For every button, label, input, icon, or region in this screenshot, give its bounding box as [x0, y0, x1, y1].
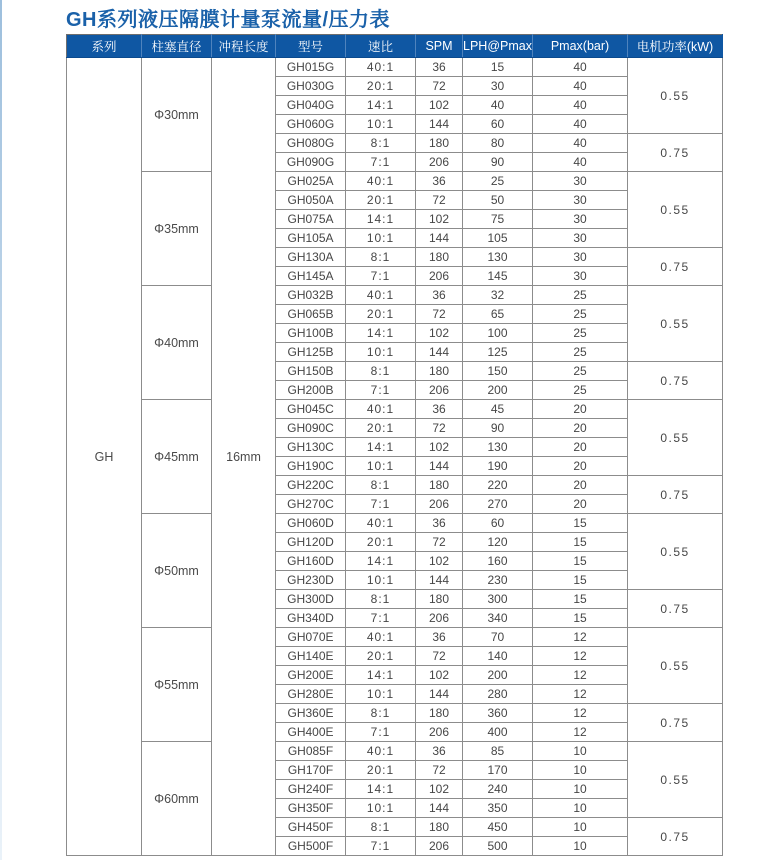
column-header: 速比: [346, 35, 416, 58]
cell-model: GH060D: [276, 514, 346, 533]
cell-ratio: 40:1: [346, 58, 416, 77]
cell-model: GH032B: [276, 286, 346, 305]
cell-spm: 36: [416, 286, 463, 305]
cell-ratio: 7:1: [346, 381, 416, 400]
cell-power: 0.55: [628, 742, 723, 818]
cell-lph: 70: [463, 628, 533, 647]
cell-lph: 450: [463, 818, 533, 837]
cell-ratio: 40:1: [346, 628, 416, 647]
cell-ratio: 8:1: [346, 476, 416, 495]
cell-ratio: 20:1: [346, 419, 416, 438]
cell-spm: 102: [416, 438, 463, 457]
cell-ratio: 7:1: [346, 723, 416, 742]
cell-spm: 102: [416, 780, 463, 799]
cell-pmax: 20: [533, 457, 628, 476]
cell-pmax: 25: [533, 381, 628, 400]
cell-model: GH350F: [276, 799, 346, 818]
cell-ratio: 40:1: [346, 172, 416, 191]
cell-model: GH140E: [276, 647, 346, 666]
cell-pmax: 30: [533, 229, 628, 248]
cell-model: GH090C: [276, 419, 346, 438]
cell-model: GH450F: [276, 818, 346, 837]
cell-spm: 36: [416, 514, 463, 533]
cell-spm: 144: [416, 571, 463, 590]
cell-spm: 36: [416, 58, 463, 77]
cell-lph: 85: [463, 742, 533, 761]
cell-lph: 220: [463, 476, 533, 495]
cell-lph: 145: [463, 267, 533, 286]
cell-power: 0.75: [628, 362, 723, 400]
cell-spm: 72: [416, 761, 463, 780]
cell-ratio: 20:1: [346, 533, 416, 552]
cell-ratio: 14:1: [346, 96, 416, 115]
cell-ratio: 40:1: [346, 742, 416, 761]
cell-pmax: 30: [533, 210, 628, 229]
table-header-row: [67, 35, 723, 58]
cell-lph: 300: [463, 590, 533, 609]
cell-power: 0.55: [628, 286, 723, 362]
cell-ratio: 8:1: [346, 818, 416, 837]
cell-spm: 72: [416, 305, 463, 324]
cell-pmax: 12: [533, 647, 628, 666]
cell-spm: 180: [416, 248, 463, 267]
cell-ratio: 20:1: [346, 305, 416, 324]
cell-pmax: 40: [533, 115, 628, 134]
cell-model: GH060G: [276, 115, 346, 134]
cell-pmax: 10: [533, 818, 628, 837]
cell-pmax: 20: [533, 476, 628, 495]
cell-pmax: 25: [533, 324, 628, 343]
cell-spm: 180: [416, 818, 463, 837]
cell-pmax: 20: [533, 400, 628, 419]
cell-ratio: 14:1: [346, 552, 416, 571]
cell-ratio: 20:1: [346, 191, 416, 210]
cell-ratio: 40:1: [346, 286, 416, 305]
cell-model: GH360E: [276, 704, 346, 723]
cell-ratio: 40:1: [346, 400, 416, 419]
cell-spm: 144: [416, 343, 463, 362]
cell-pmax: 40: [533, 153, 628, 172]
cell-spm: 72: [416, 533, 463, 552]
table-row: [67, 742, 723, 761]
cell-lph: 30: [463, 77, 533, 96]
cell-lph: 240: [463, 780, 533, 799]
cell-model: GH090G: [276, 153, 346, 172]
cell-model: GH045C: [276, 400, 346, 419]
cell-model: GH160D: [276, 552, 346, 571]
cell-pmax: 20: [533, 419, 628, 438]
cell-model: GH150B: [276, 362, 346, 381]
column-header: LPH@Pmax: [463, 35, 533, 58]
cell-model: GH130C: [276, 438, 346, 457]
cell-pmax: 12: [533, 723, 628, 742]
cell-lph: 25: [463, 172, 533, 191]
cell-model: GH040G: [276, 96, 346, 115]
cell-model: GH070E: [276, 628, 346, 647]
cell-spm: 36: [416, 742, 463, 761]
cell-ratio: 20:1: [346, 77, 416, 96]
cell-pmax: 40: [533, 58, 628, 77]
cell-pmax: 15: [533, 514, 628, 533]
cell-lph: 340: [463, 609, 533, 628]
cell-spm: 180: [416, 704, 463, 723]
cell-model: GH075A: [276, 210, 346, 229]
cell-pmax: 20: [533, 438, 628, 457]
cell-pmax: 20: [533, 495, 628, 514]
cell-pmax: 12: [533, 685, 628, 704]
cell-ratio: 7:1: [346, 609, 416, 628]
cell-lph: 15: [463, 58, 533, 77]
cell-pmax: 10: [533, 742, 628, 761]
cell-spm: 36: [416, 400, 463, 419]
cell-lph: 120: [463, 533, 533, 552]
cell-model: GH340D: [276, 609, 346, 628]
cell-ratio: 14:1: [346, 210, 416, 229]
cell-spm: 206: [416, 837, 463, 856]
cell-ratio: 8:1: [346, 704, 416, 723]
cell-diameter: Φ60mm: [142, 742, 212, 856]
cell-lph: 230: [463, 571, 533, 590]
cell-lph: 200: [463, 381, 533, 400]
cell-diameter: Φ30mm: [142, 58, 212, 172]
cell-spm: 180: [416, 590, 463, 609]
cell-lph: 65: [463, 305, 533, 324]
cell-ratio: 14:1: [346, 438, 416, 457]
cell-pmax: 30: [533, 248, 628, 267]
page-left-edge-accent: [0, 0, 2, 860]
cell-power: 0.75: [628, 134, 723, 172]
cell-pmax: 10: [533, 799, 628, 818]
cell-model: GH030G: [276, 77, 346, 96]
cell-spm: 102: [416, 666, 463, 685]
cell-model: GH130A: [276, 248, 346, 267]
cell-spm: 72: [416, 647, 463, 666]
table-row: [67, 400, 723, 419]
cell-lph: 105: [463, 229, 533, 248]
cell-model: GH270C: [276, 495, 346, 514]
cell-model: GH200E: [276, 666, 346, 685]
cell-spm: 206: [416, 267, 463, 286]
cell-lph: 360: [463, 704, 533, 723]
cell-model: GH025A: [276, 172, 346, 191]
cell-pmax: 15: [533, 552, 628, 571]
table-row: [67, 628, 723, 647]
cell-power: 0.55: [628, 58, 723, 134]
cell-spm: 180: [416, 476, 463, 495]
cell-power: 0.75: [628, 590, 723, 628]
cell-lph: 190: [463, 457, 533, 476]
pump-spec-table: [66, 34, 723, 856]
column-header: 系列: [67, 35, 142, 58]
cell-ratio: 14:1: [346, 780, 416, 799]
cell-lph: 170: [463, 761, 533, 780]
table-row: [67, 172, 723, 191]
cell-model: GH400E: [276, 723, 346, 742]
cell-model: GH240F: [276, 780, 346, 799]
cell-model: GH170F: [276, 761, 346, 780]
cell-pmax: 10: [533, 761, 628, 780]
cell-model: GH125B: [276, 343, 346, 362]
cell-lph: 280: [463, 685, 533, 704]
cell-spm: 180: [416, 134, 463, 153]
cell-pmax: 40: [533, 77, 628, 96]
cell-diameter: Φ55mm: [142, 628, 212, 742]
cell-diameter: Φ50mm: [142, 514, 212, 628]
cell-pmax: 40: [533, 134, 628, 153]
cell-power: 0.55: [628, 172, 723, 248]
cell-spm: 206: [416, 381, 463, 400]
cell-model: GH220C: [276, 476, 346, 495]
cell-lph: 60: [463, 115, 533, 134]
cell-model: GH190C: [276, 457, 346, 476]
cell-spm: 102: [416, 552, 463, 571]
cell-model: GH080G: [276, 134, 346, 153]
cell-lph: 140: [463, 647, 533, 666]
cell-model: GH050A: [276, 191, 346, 210]
cell-model: GH015G: [276, 58, 346, 77]
cell-ratio: 10:1: [346, 799, 416, 818]
cell-model: GH085F: [276, 742, 346, 761]
cell-power: 0.75: [628, 704, 723, 742]
cell-pmax: 25: [533, 286, 628, 305]
cell-ratio: 7:1: [346, 153, 416, 172]
cell-ratio: 7:1: [346, 267, 416, 286]
cell-pmax: 25: [533, 362, 628, 381]
cell-spm: 206: [416, 723, 463, 742]
cell-model: GH105A: [276, 229, 346, 248]
cell-ratio: 40:1: [346, 514, 416, 533]
column-header: SPM: [416, 35, 463, 58]
cell-spm: 144: [416, 115, 463, 134]
cell-lph: 400: [463, 723, 533, 742]
column-header: 柱塞直径: [142, 35, 212, 58]
cell-pmax: 25: [533, 305, 628, 324]
cell-diameter: Φ45mm: [142, 400, 212, 514]
cell-model: GH230D: [276, 571, 346, 590]
cell-pmax: 40: [533, 96, 628, 115]
cell-model: GH280E: [276, 685, 346, 704]
column-header: 电机功率(kW): [628, 35, 723, 58]
table-row: [67, 514, 723, 533]
column-header: 冲程长度: [212, 35, 276, 58]
cell-ratio: 7:1: [346, 495, 416, 514]
cell-pmax: 10: [533, 837, 628, 856]
cell-ratio: 14:1: [346, 324, 416, 343]
cell-series: GH: [67, 58, 142, 856]
cell-lph: 75: [463, 210, 533, 229]
cell-spm: 102: [416, 210, 463, 229]
cell-spm: 206: [416, 495, 463, 514]
cell-lph: 80: [463, 134, 533, 153]
cell-pmax: 25: [533, 343, 628, 362]
cell-ratio: 14:1: [346, 666, 416, 685]
cell-lph: 130: [463, 438, 533, 457]
cell-pmax: 12: [533, 628, 628, 647]
cell-ratio: 8:1: [346, 590, 416, 609]
cell-ratio: 10:1: [346, 457, 416, 476]
cell-ratio: 10:1: [346, 115, 416, 134]
cell-spm: 144: [416, 685, 463, 704]
cell-lph: 270: [463, 495, 533, 514]
cell-pmax: 15: [533, 533, 628, 552]
cell-ratio: 8:1: [346, 362, 416, 381]
cell-spm: 72: [416, 191, 463, 210]
cell-pmax: 30: [533, 267, 628, 286]
cell-power: 0.55: [628, 400, 723, 476]
table-body: [67, 58, 723, 856]
cell-lph: 100: [463, 324, 533, 343]
cell-pmax: 10: [533, 780, 628, 799]
cell-pmax: 15: [533, 571, 628, 590]
cell-spm: 144: [416, 457, 463, 476]
cell-ratio: 8:1: [346, 134, 416, 153]
table-row: [67, 286, 723, 305]
cell-spm: 206: [416, 609, 463, 628]
cell-pmax: 15: [533, 590, 628, 609]
cell-model: GH300D: [276, 590, 346, 609]
cell-lph: 40: [463, 96, 533, 115]
cell-lph: 160: [463, 552, 533, 571]
cell-lph: 500: [463, 837, 533, 856]
page-title: GH系列液压隔膜计量泵流量/压力表: [66, 9, 391, 31]
cell-lph: 90: [463, 153, 533, 172]
cell-lph: 32: [463, 286, 533, 305]
cell-lph: 150: [463, 362, 533, 381]
cell-spm: 206: [416, 153, 463, 172]
cell-spm: 144: [416, 229, 463, 248]
cell-ratio: 7:1: [346, 837, 416, 856]
cell-lph: 50: [463, 191, 533, 210]
cell-model: GH065B: [276, 305, 346, 324]
cell-ratio: 10:1: [346, 571, 416, 590]
cell-spm: 72: [416, 77, 463, 96]
cell-diameter: Φ35mm: [142, 172, 212, 286]
cell-lph: 45: [463, 400, 533, 419]
cell-diameter: Φ40mm: [142, 286, 212, 400]
cell-power: 0.75: [628, 476, 723, 514]
cell-ratio: 10:1: [346, 229, 416, 248]
cell-pmax: 15: [533, 609, 628, 628]
cell-lph: 60: [463, 514, 533, 533]
cell-pmax: 30: [533, 191, 628, 210]
cell-ratio: 20:1: [346, 647, 416, 666]
cell-model: GH100B: [276, 324, 346, 343]
cell-model: GH145A: [276, 267, 346, 286]
cell-ratio: 8:1: [346, 248, 416, 267]
cell-spm: 36: [416, 628, 463, 647]
cell-ratio: 10:1: [346, 343, 416, 362]
cell-pmax: 12: [533, 704, 628, 723]
cell-ratio: 10:1: [346, 685, 416, 704]
cell-spm: 102: [416, 324, 463, 343]
cell-pmax: 12: [533, 666, 628, 685]
column-header: Pmax(bar): [533, 35, 628, 58]
cell-pmax: 30: [533, 172, 628, 191]
cell-stroke: 16mm: [212, 58, 276, 856]
cell-spm: 36: [416, 172, 463, 191]
cell-lph: 200: [463, 666, 533, 685]
cell-ratio: 20:1: [346, 761, 416, 780]
cell-spm: 144: [416, 799, 463, 818]
cell-lph: 350: [463, 799, 533, 818]
column-header: 型号: [276, 35, 346, 58]
cell-spm: 72: [416, 419, 463, 438]
cell-model: GH500F: [276, 837, 346, 856]
cell-power: 0.75: [628, 818, 723, 856]
cell-lph: 130: [463, 248, 533, 267]
cell-power: 0.55: [628, 514, 723, 590]
cell-model: GH120D: [276, 533, 346, 552]
cell-power: 0.55: [628, 628, 723, 704]
cell-power: 0.75: [628, 248, 723, 286]
table-row: [67, 58, 723, 77]
cell-lph: 125: [463, 343, 533, 362]
cell-model: GH200B: [276, 381, 346, 400]
cell-spm: 102: [416, 96, 463, 115]
cell-spm: 180: [416, 362, 463, 381]
cell-lph: 90: [463, 419, 533, 438]
